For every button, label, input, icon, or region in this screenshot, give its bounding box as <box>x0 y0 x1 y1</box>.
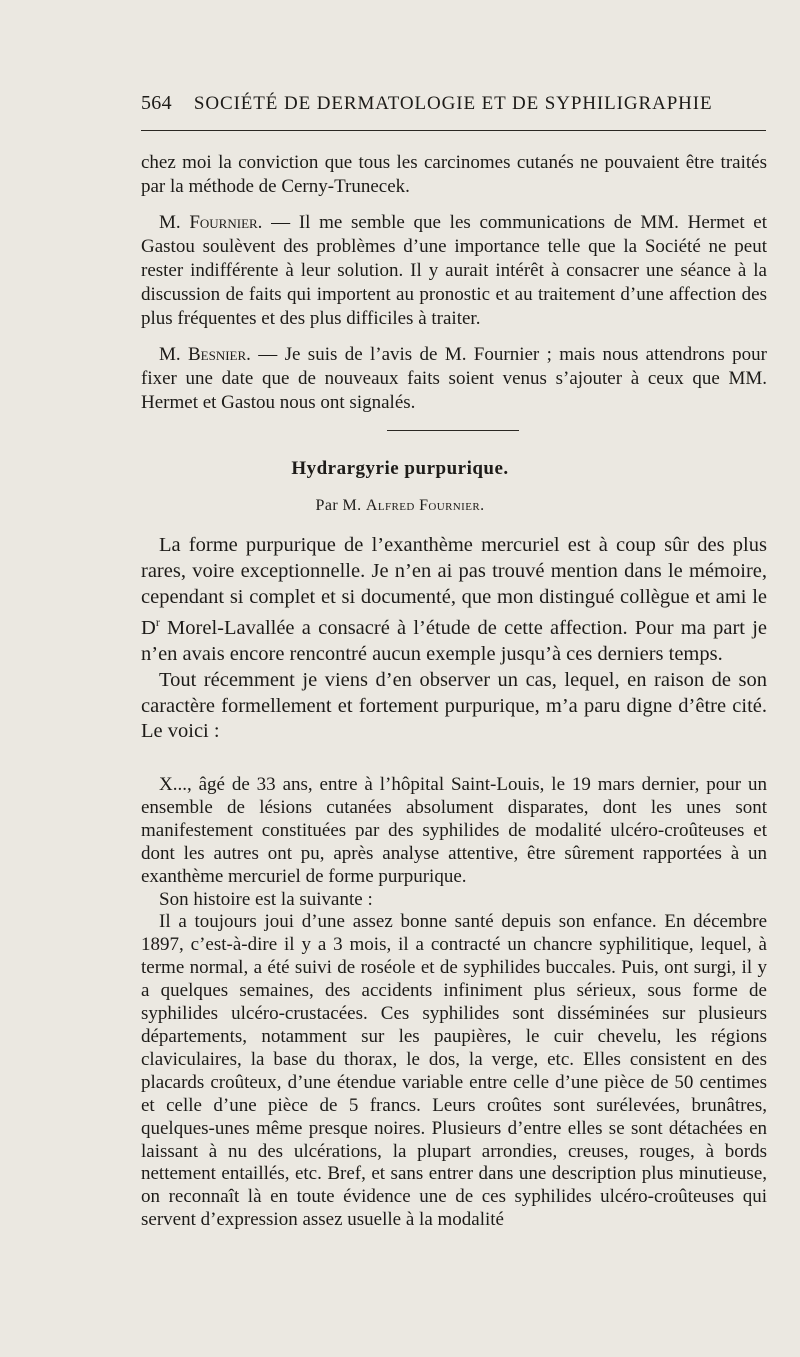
remark-text: — Il me semble que les communications de MM. Hermet et Gastou soulèvent des problèmes d’une importance telle que la Société ne peut rester indifférente à leur solution. Il y aurait intérêt à consacrer une séance à la discussion de faits qui importent au pronostic et au traitement d’une affection des plus fréquentes et des plus difficiles à traiter. <box>141 212 767 329</box>
article-byline <box>0 497 800 515</box>
section-divider <box>387 430 519 431</box>
paragraph: Tout récemment je viens d’en observer un cas, lequel, en raison de son caractère formellement et fortement purpurique, m’a paru digne d’être cité. Le voici : <box>141 668 767 743</box>
paragraph: La forme purpurique de l’exanthème mercuriel est à coup sûr des plus rares, voire exceptionnelle. Je n’en ai pas trouvé mention dans le mémoire, cependant si complet et si documenté, que mon distingué collègue et ami le $D^r$ Morel-Lavallée a consacré à l’étude de cette affection. Pour ma part je n’en avais encore rencontré aucun exemple jusqu’à ces derniers temps. <box>141 534 767 666</box>
paragraph <box>141 211 767 331</box>
speaker-name: M. Besnier. <box>159 344 251 365</box>
fournier-remark <box>141 211 767 331</box>
superscript: r <box>155 615 160 630</box>
paragraph: Son histoire est la suivante : <box>159 888 373 910</box>
header-rule <box>141 130 766 131</box>
paragraph: Il a toujours joui d’une assez bonne santé depuis son enfance. En décembre 1897, c’est-à-dire il y a 3 mois, il a contracté un chancre syphilitique, lequel, à terme normal, a été suivi de roséole et de syphilides buccales. Puis, ont surgi, il y a quelques semaines, des accidents infiniment plus sérieux, sous forme de syphilides ulcéro-crustacées. Ces syphilides sont disséminées sur plusieurs départements, notamment sur les paupières, le cuir chevelu, les régions claviculaires, la base du thorax, le dos, la verge, etc. Elles consistent en des placards croûteux, d’une étendue variable entre celle d’une pièce de 50 centimes et celle d’une pièce de 5 francs. Leurs croûtes sont surélevées, brunâtres, quelques-unes même presque noires. Plusieurs d’entre elles se sont détachées en laissant à nu des ulcérations, la plupart arrondies, creuses, rouges, à bords nettement entaillés, etc. Bref, et sans entrer dans une description plus minutieuse, on reconnaît là en toute évidence une de ces syphilides ulcéro-croûteuses qui servent d’expression assez usuelle à la modalité <box>141 911 767 1231</box>
paragraph <box>141 343 767 415</box>
case-report <box>141 774 767 1232</box>
paragraph: chez moi la conviction que tous les carcinomes cutanés ne pouvaient être traités par la méthode de Cerny-Trunecek. <box>141 152 767 197</box>
paragraph: X..., âgé de 33 ans, entre à l’hôpital Saint-Louis, le 19 mars dernier, pour un ensemble de lésions cutanées absolument disparates, dont les unes sont manifestement constituées par des syphilides de modalité ulcéro-croûteuses et dont les autres ont pu, après analyse attentive, être sûrement rapportées à un exanthème mercuriel de forme purpurique. <box>141 774 767 887</box>
running-header <box>141 92 766 115</box>
article-title: Hydrargyrie purpurique. <box>291 458 509 479</box>
introduction <box>141 533 767 745</box>
continuation-paragraph <box>141 151 767 199</box>
byline-prefix: Par M. <box>315 497 362 514</box>
running-title: SOCIÉTÉ DE DERMATOLOGIE ET DE SYPHILIGRAPHIE <box>193 93 713 114</box>
page-number: 564 <box>141 92 172 114</box>
besnier-remark <box>141 343 767 415</box>
remark-text: — Je suis de l’avis de M. Fournier ; mais nous attendrons pour fixer une date que de nouveaux faits soient venus s’ajouter à ceux que MM. Hermet et Gastou nous ont signalés. <box>141 344 767 413</box>
author-name: Alfred Fournier. <box>365 497 485 514</box>
speaker-name: M. Fournier. <box>159 212 263 233</box>
